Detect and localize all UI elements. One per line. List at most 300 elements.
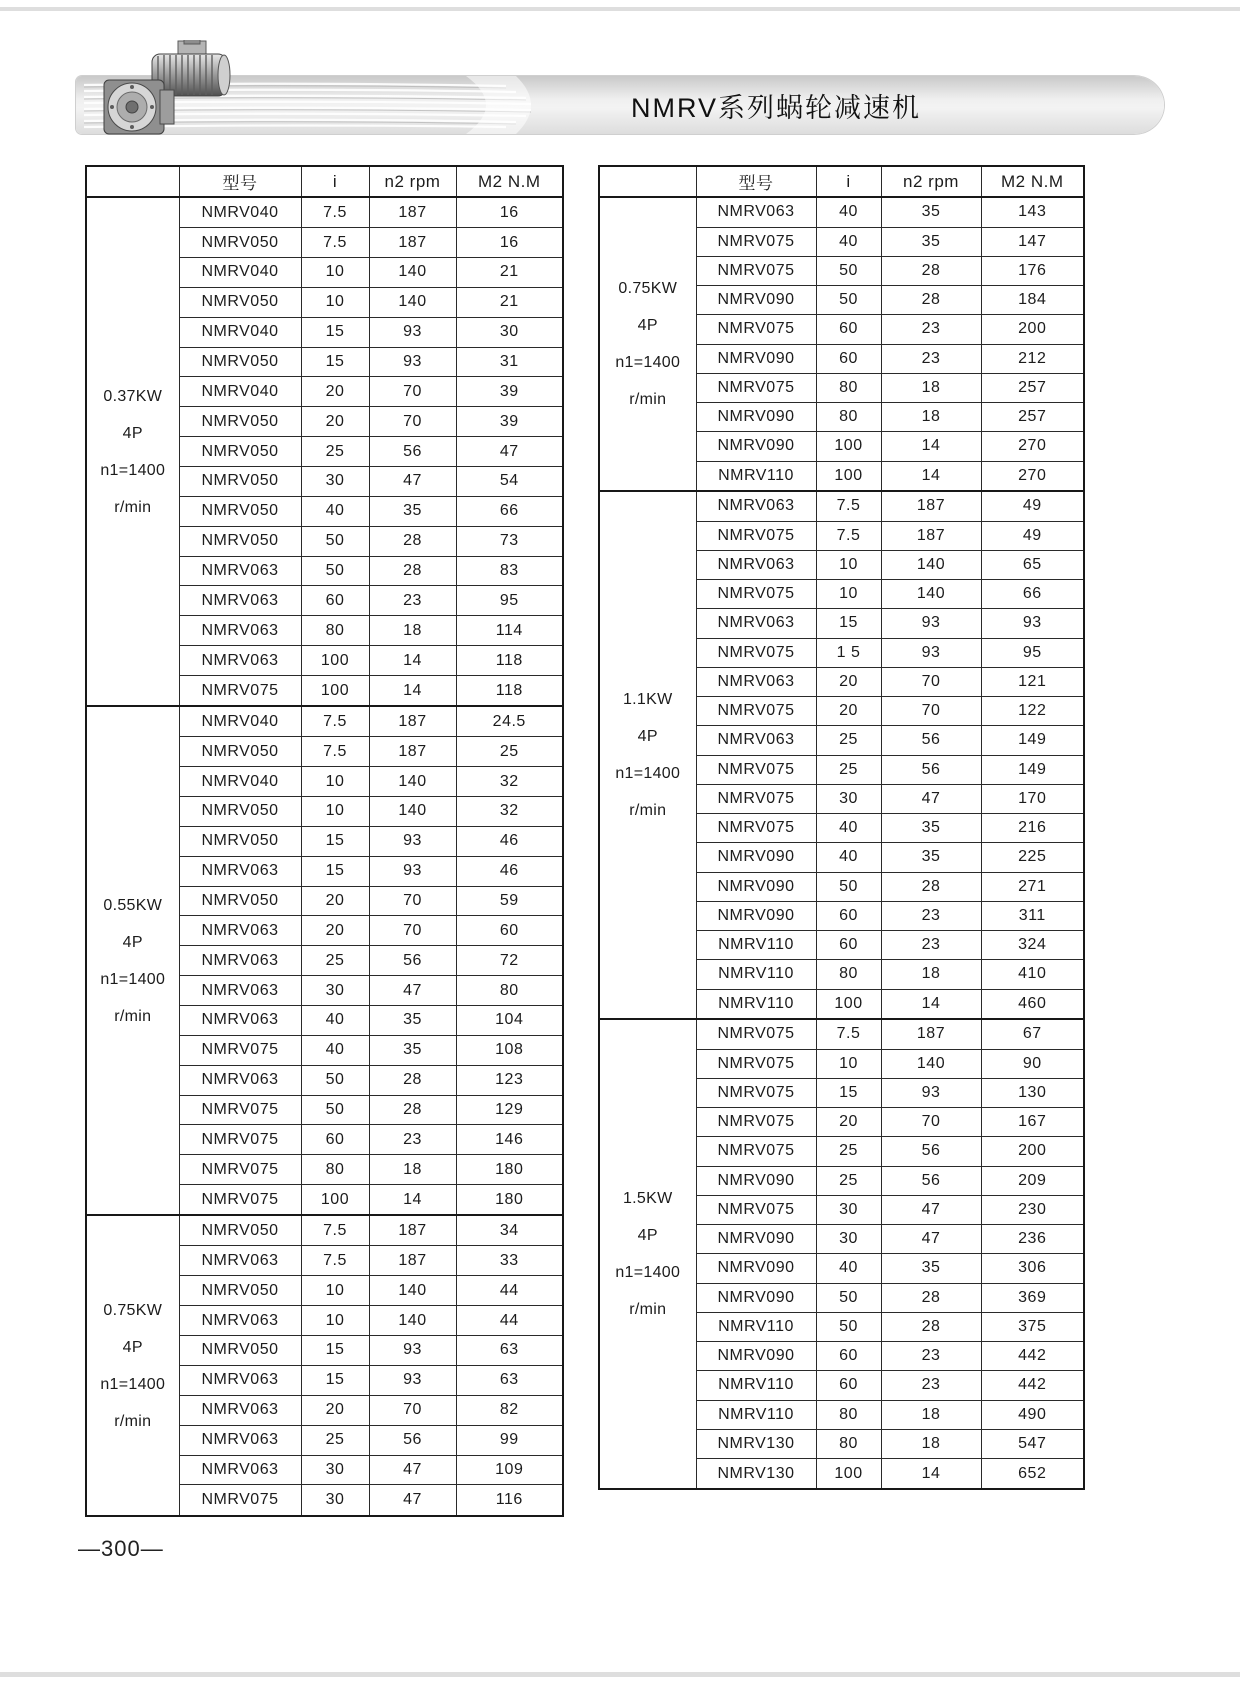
torque-cell: 652 bbox=[981, 1459, 1084, 1489]
model-cell: NMRV063 bbox=[179, 1365, 301, 1395]
ratio-cell: 15 bbox=[301, 826, 369, 856]
model-cell: NMRV063 bbox=[179, 1065, 301, 1095]
torque-cell: 80 bbox=[456, 976, 563, 1006]
model-cell: NMRV075 bbox=[696, 1019, 816, 1049]
speed-cell: 18 bbox=[881, 1429, 981, 1458]
speed-cell: 28 bbox=[369, 556, 456, 586]
torque-cell: 149 bbox=[981, 755, 1084, 784]
ratio-cell: 40 bbox=[816, 843, 881, 872]
speed-cell: 93 bbox=[369, 347, 456, 377]
speed-cell: 70 bbox=[881, 697, 981, 726]
model-cell: NMRV040 bbox=[179, 197, 301, 228]
ratio-cell: 10 bbox=[816, 550, 881, 579]
ratio-cell: 100 bbox=[816, 989, 881, 1019]
group-label-cell bbox=[599, 197, 696, 491]
model-cell: NMRV090 bbox=[696, 1283, 816, 1312]
speed-cell: 28 bbox=[369, 1065, 456, 1095]
model-cell: NMRV063 bbox=[179, 976, 301, 1006]
model-cell: NMRV075 bbox=[696, 814, 816, 843]
speed-cell: 23 bbox=[881, 315, 981, 344]
ratio-cell: 7.5 bbox=[301, 737, 369, 767]
torque-cell: 375 bbox=[981, 1312, 1084, 1341]
torque-cell: 31 bbox=[456, 347, 563, 377]
ratio-cell: 20 bbox=[301, 1395, 369, 1425]
torque-cell: 216 bbox=[981, 814, 1084, 843]
speed-cell: 18 bbox=[881, 960, 981, 989]
torque-cell: 257 bbox=[981, 403, 1084, 432]
model-cell: NMRV075 bbox=[696, 755, 816, 784]
ratio-cell: 50 bbox=[816, 286, 881, 315]
model-cell: NMRV090 bbox=[696, 403, 816, 432]
torque-cell: 49 bbox=[981, 521, 1084, 550]
model-cell: NMRV040 bbox=[179, 317, 301, 347]
speed-cell: 56 bbox=[881, 726, 981, 755]
torque-cell: 39 bbox=[456, 407, 563, 437]
ratio-cell: 7.5 bbox=[301, 1246, 369, 1276]
speed-cell: 14 bbox=[369, 676, 456, 707]
ratio-cell: 30 bbox=[301, 976, 369, 1006]
torque-cell: 47 bbox=[456, 437, 563, 467]
group-label-cell bbox=[86, 1215, 179, 1516]
ratio-cell: 50 bbox=[816, 1283, 881, 1312]
model-cell: NMRV050 bbox=[179, 287, 301, 317]
torque-cell: 73 bbox=[456, 526, 563, 556]
ratio-cell: 10 bbox=[301, 287, 369, 317]
ratio-cell: 60 bbox=[301, 586, 369, 616]
model-cell: NMRV063 bbox=[696, 609, 816, 638]
ratio-cell: 30 bbox=[816, 1195, 881, 1224]
torque-cell: 93 bbox=[981, 609, 1084, 638]
ratio-cell: 15 bbox=[301, 1336, 369, 1366]
speed-cell: 28 bbox=[881, 1283, 981, 1312]
model-cell: NMRV050 bbox=[179, 526, 301, 556]
torque-cell: 63 bbox=[456, 1336, 563, 1366]
model-cell: NMRV110 bbox=[696, 931, 816, 960]
model-cell: NMRV063 bbox=[179, 586, 301, 616]
group-label-line: 1.1KW bbox=[622, 691, 673, 709]
speed-cell: 93 bbox=[881, 609, 981, 638]
model-cell: NMRV063 bbox=[696, 667, 816, 696]
group-label-line: 4P bbox=[637, 317, 658, 335]
model-cell: NMRV050 bbox=[179, 347, 301, 377]
model-cell: NMRV063 bbox=[179, 946, 301, 976]
model-cell: NMRV075 bbox=[696, 227, 816, 256]
page-number: —300— bbox=[78, 1536, 164, 1561]
torque-cell: 270 bbox=[981, 461, 1084, 491]
ratio-cell: 15 bbox=[301, 856, 369, 886]
model-cell: NMRV063 bbox=[179, 856, 301, 886]
speed-cell: 35 bbox=[881, 227, 981, 256]
group-label-line: n1=1400 bbox=[615, 765, 681, 783]
group-label-line: 0.37KW bbox=[103, 387, 163, 405]
speed-cell: 140 bbox=[881, 1049, 981, 1078]
ratio-cell: 7.5 bbox=[816, 1019, 881, 1049]
ratio-cell: 80 bbox=[816, 373, 881, 402]
torque-cell: 324 bbox=[981, 931, 1084, 960]
ratio-cell: 80 bbox=[301, 1155, 369, 1185]
group-label-line: n1=1400 bbox=[615, 354, 681, 372]
spec-table-left bbox=[85, 165, 562, 1517]
ratio-cell: 40 bbox=[816, 814, 881, 843]
model-cell: NMRV075 bbox=[179, 676, 301, 707]
speed-cell: 93 bbox=[369, 1336, 456, 1366]
ratio-cell: 30 bbox=[816, 784, 881, 813]
column-header: 型号 bbox=[179, 166, 301, 197]
ratio-cell: 15 bbox=[816, 609, 881, 638]
torque-cell: 16 bbox=[456, 228, 563, 258]
torque-cell: 270 bbox=[981, 432, 1084, 461]
torque-cell: 130 bbox=[981, 1078, 1084, 1107]
model-cell: NMRV075 bbox=[179, 1035, 301, 1065]
speed-cell: 187 bbox=[369, 197, 456, 228]
speed-cell: 28 bbox=[881, 286, 981, 315]
column-header: 型号 bbox=[696, 166, 816, 197]
group-label-cell bbox=[599, 1019, 696, 1489]
group-label-cell bbox=[86, 706, 179, 1215]
ratio-cell: 50 bbox=[301, 1065, 369, 1095]
torque-cell: 490 bbox=[981, 1400, 1084, 1429]
torque-cell: 257 bbox=[981, 373, 1084, 402]
speed-cell: 56 bbox=[881, 1137, 981, 1166]
speed-cell: 23 bbox=[881, 1342, 981, 1371]
model-cell: NMRV110 bbox=[696, 989, 816, 1019]
model-cell: NMRV063 bbox=[179, 1006, 301, 1036]
ratio-cell: 40 bbox=[816, 227, 881, 256]
speed-cell: 140 bbox=[881, 580, 981, 609]
torque-cell: 49 bbox=[981, 491, 1084, 521]
torque-cell: 95 bbox=[456, 586, 563, 616]
ratio-cell: 15 bbox=[301, 347, 369, 377]
ratio-cell: 80 bbox=[816, 403, 881, 432]
torque-cell: 547 bbox=[981, 1429, 1084, 1458]
model-cell: NMRV040 bbox=[179, 377, 301, 407]
speed-cell: 187 bbox=[881, 1019, 981, 1049]
torque-cell: 184 bbox=[981, 286, 1084, 315]
torque-cell: 369 bbox=[981, 1283, 1084, 1312]
ratio-cell: 80 bbox=[816, 960, 881, 989]
speed-cell: 140 bbox=[369, 287, 456, 317]
table-row bbox=[86, 197, 563, 228]
torque-cell: 200 bbox=[981, 1137, 1084, 1166]
model-cell: NMRV050 bbox=[179, 886, 301, 916]
ratio-cell: 10 bbox=[301, 1306, 369, 1336]
speed-cell: 35 bbox=[881, 197, 981, 227]
torque-cell: 82 bbox=[456, 1395, 563, 1425]
model-cell: NMRV050 bbox=[179, 1215, 301, 1246]
group-label-line: 0.55KW bbox=[103, 896, 163, 914]
ratio-cell: 7.5 bbox=[301, 706, 369, 737]
ratio-cell: 80 bbox=[816, 1400, 881, 1429]
spec-table bbox=[85, 165, 564, 1517]
group-label-line: r/min bbox=[629, 1301, 667, 1319]
ratio-cell: 100 bbox=[816, 1459, 881, 1489]
torque-cell: 170 bbox=[981, 784, 1084, 813]
ratio-cell: 25 bbox=[816, 755, 881, 784]
group-label-cell bbox=[599, 491, 696, 1019]
ratio-cell: 50 bbox=[301, 1095, 369, 1125]
model-cell: NMRV110 bbox=[696, 960, 816, 989]
table-row bbox=[86, 706, 563, 737]
torque-cell: 67 bbox=[981, 1019, 1084, 1049]
torque-cell: 46 bbox=[456, 826, 563, 856]
model-cell: NMRV040 bbox=[179, 767, 301, 797]
speed-cell: 28 bbox=[881, 872, 981, 901]
torque-cell: 225 bbox=[981, 843, 1084, 872]
model-cell: NMRV075 bbox=[696, 1137, 816, 1166]
speed-cell: 28 bbox=[369, 1095, 456, 1125]
ratio-cell: 25 bbox=[816, 726, 881, 755]
ratio-cell: 10 bbox=[301, 767, 369, 797]
speed-cell: 56 bbox=[369, 1425, 456, 1455]
model-cell: NMRV090 bbox=[696, 432, 816, 461]
speed-cell: 35 bbox=[369, 496, 456, 526]
model-cell: NMRV050 bbox=[179, 737, 301, 767]
group-label-line: 1.5KW bbox=[622, 1190, 673, 1208]
speed-cell: 140 bbox=[369, 797, 456, 827]
ratio-cell: 40 bbox=[301, 496, 369, 526]
ratio-cell: 25 bbox=[816, 1137, 881, 1166]
speed-cell: 93 bbox=[881, 638, 981, 667]
model-cell: NMRV050 bbox=[179, 1276, 301, 1306]
model-cell: NMRV090 bbox=[696, 901, 816, 930]
torque-cell: 176 bbox=[981, 256, 1084, 285]
model-cell: NMRV075 bbox=[696, 315, 816, 344]
page-top-edge bbox=[0, 7, 1240, 11]
ratio-cell: 20 bbox=[816, 697, 881, 726]
ratio-cell: 100 bbox=[301, 676, 369, 707]
torque-cell: 16 bbox=[456, 197, 563, 228]
speed-cell: 35 bbox=[881, 814, 981, 843]
torque-cell: 271 bbox=[981, 872, 1084, 901]
ratio-cell: 60 bbox=[301, 1125, 369, 1155]
speed-cell: 56 bbox=[369, 946, 456, 976]
torque-cell: 209 bbox=[981, 1166, 1084, 1195]
corner-cell bbox=[599, 166, 696, 197]
torque-cell: 129 bbox=[456, 1095, 563, 1125]
model-cell: NMRV110 bbox=[696, 461, 816, 491]
model-cell: NMRV130 bbox=[696, 1429, 816, 1458]
speed-cell: 23 bbox=[881, 931, 981, 960]
group-label-line: 4P bbox=[122, 424, 143, 442]
model-cell: NMRV063 bbox=[179, 1395, 301, 1425]
speed-cell: 47 bbox=[881, 1195, 981, 1224]
model-cell: NMRV075 bbox=[179, 1095, 301, 1125]
torque-cell: 410 bbox=[981, 960, 1084, 989]
speed-cell: 14 bbox=[369, 646, 456, 676]
torque-cell: 39 bbox=[456, 377, 563, 407]
column-header: n2 rpm bbox=[881, 166, 981, 197]
ratio-cell: 60 bbox=[816, 931, 881, 960]
torque-cell: 54 bbox=[456, 467, 563, 497]
model-cell: NMRV075 bbox=[696, 580, 816, 609]
torque-cell: 30 bbox=[456, 317, 563, 347]
group-label-line: r/min bbox=[629, 391, 667, 409]
model-cell: NMRV075 bbox=[696, 1195, 816, 1224]
ratio-cell: 30 bbox=[301, 1485, 369, 1516]
torque-cell: 442 bbox=[981, 1342, 1084, 1371]
model-cell: NMRV075 bbox=[696, 697, 816, 726]
ratio-cell: 100 bbox=[816, 432, 881, 461]
speed-cell: 23 bbox=[369, 586, 456, 616]
table-row bbox=[599, 491, 1084, 521]
model-cell: NMRV063 bbox=[179, 1425, 301, 1455]
group-label-line: n1=1400 bbox=[100, 461, 166, 479]
torque-cell: 34 bbox=[456, 1215, 563, 1246]
model-cell: NMRV063 bbox=[179, 1455, 301, 1485]
corner-cell bbox=[86, 166, 179, 197]
speed-cell: 187 bbox=[369, 1215, 456, 1246]
speed-cell: 18 bbox=[881, 1400, 981, 1429]
speed-cell: 140 bbox=[369, 1276, 456, 1306]
speed-cell: 35 bbox=[369, 1035, 456, 1065]
model-cell: NMRV090 bbox=[696, 1254, 816, 1283]
ratio-cell: 7.5 bbox=[301, 228, 369, 258]
model-cell: NMRV063 bbox=[179, 916, 301, 946]
model-cell: NMRV110 bbox=[696, 1371, 816, 1400]
ratio-cell: 25 bbox=[301, 437, 369, 467]
ratio-cell: 30 bbox=[301, 1455, 369, 1485]
model-cell: NMRV075 bbox=[696, 1049, 816, 1078]
torque-cell: 83 bbox=[456, 556, 563, 586]
torque-cell: 143 bbox=[981, 197, 1084, 227]
group-label-line: r/min bbox=[629, 802, 667, 820]
speed-cell: 140 bbox=[369, 258, 456, 288]
ratio-cell: 25 bbox=[816, 1166, 881, 1195]
torque-cell: 114 bbox=[456, 616, 563, 646]
speed-cell: 14 bbox=[881, 989, 981, 1019]
torque-cell: 21 bbox=[456, 287, 563, 317]
model-cell: NMRV090 bbox=[696, 1225, 816, 1254]
model-cell: NMRV063 bbox=[179, 1246, 301, 1276]
speed-cell: 70 bbox=[369, 377, 456, 407]
spec-table-right bbox=[598, 165, 1083, 1490]
torque-cell: 311 bbox=[981, 901, 1084, 930]
ratio-cell: 60 bbox=[816, 344, 881, 373]
torque-cell: 121 bbox=[981, 667, 1084, 696]
speed-cell: 18 bbox=[369, 1155, 456, 1185]
ratio-cell: 30 bbox=[301, 467, 369, 497]
group-label-line: 4P bbox=[637, 1227, 658, 1245]
model-cell: NMRV090 bbox=[696, 286, 816, 315]
torque-cell: 149 bbox=[981, 726, 1084, 755]
speed-cell: 23 bbox=[881, 901, 981, 930]
ratio-cell: 20 bbox=[301, 886, 369, 916]
speed-cell: 140 bbox=[369, 767, 456, 797]
speed-cell: 47 bbox=[369, 1455, 456, 1485]
spec-table bbox=[598, 165, 1085, 1490]
torque-cell: 32 bbox=[456, 767, 563, 797]
page-title: NMRV系列蜗轮减速机 bbox=[630, 92, 921, 123]
speed-cell: 35 bbox=[881, 843, 981, 872]
model-cell: NMRV130 bbox=[696, 1459, 816, 1489]
torque-cell: 167 bbox=[981, 1108, 1084, 1137]
page-bottom-edge bbox=[0, 1672, 1240, 1677]
speed-cell: 93 bbox=[369, 826, 456, 856]
torque-cell: 442 bbox=[981, 1371, 1084, 1400]
speed-cell: 93 bbox=[369, 1365, 456, 1395]
speed-cell: 140 bbox=[881, 550, 981, 579]
torque-cell: 212 bbox=[981, 344, 1084, 373]
speed-cell: 23 bbox=[881, 1371, 981, 1400]
header-row bbox=[599, 166, 1084, 197]
model-cell: NMRV075 bbox=[696, 784, 816, 813]
column-header: n2 rpm bbox=[369, 166, 456, 197]
model-cell: NMRV050 bbox=[179, 228, 301, 258]
ratio-cell: 20 bbox=[301, 916, 369, 946]
model-cell: NMRV090 bbox=[696, 1166, 816, 1195]
model-cell: NMRV090 bbox=[696, 1342, 816, 1371]
speed-cell: 70 bbox=[881, 1108, 981, 1137]
speed-cell: 70 bbox=[369, 886, 456, 916]
torque-cell: 180 bbox=[456, 1155, 563, 1185]
speed-cell: 187 bbox=[369, 1246, 456, 1276]
model-cell: NMRV075 bbox=[696, 1078, 816, 1107]
torque-cell: 109 bbox=[456, 1455, 563, 1485]
ratio-cell: 10 bbox=[301, 258, 369, 288]
group-label-line: 4P bbox=[122, 1338, 143, 1356]
torque-cell: 32 bbox=[456, 797, 563, 827]
torque-cell: 72 bbox=[456, 946, 563, 976]
torque-cell: 147 bbox=[981, 227, 1084, 256]
speed-cell: 56 bbox=[881, 755, 981, 784]
speed-cell: 47 bbox=[881, 1225, 981, 1254]
torque-cell: 180 bbox=[456, 1185, 563, 1216]
ratio-cell: 50 bbox=[301, 556, 369, 586]
speed-cell: 93 bbox=[881, 1078, 981, 1107]
model-cell: NMRV050 bbox=[179, 437, 301, 467]
speed-cell: 187 bbox=[881, 521, 981, 550]
model-cell: NMRV050 bbox=[179, 826, 301, 856]
column-header: i bbox=[816, 166, 881, 197]
table-row bbox=[599, 1019, 1084, 1049]
model-cell: NMRV090 bbox=[696, 344, 816, 373]
ratio-cell: 50 bbox=[816, 872, 881, 901]
torque-cell: 122 bbox=[981, 697, 1084, 726]
model-cell: NMRV063 bbox=[696, 550, 816, 579]
speed-cell: 28 bbox=[881, 1312, 981, 1341]
torque-cell: 99 bbox=[456, 1425, 563, 1455]
ratio-cell: 30 bbox=[816, 1225, 881, 1254]
speed-cell: 93 bbox=[369, 856, 456, 886]
ratio-cell: 100 bbox=[301, 1185, 369, 1216]
torque-cell: 44 bbox=[456, 1276, 563, 1306]
ratio-cell: 40 bbox=[301, 1006, 369, 1036]
speed-cell: 187 bbox=[881, 491, 981, 521]
speed-cell: 14 bbox=[369, 1185, 456, 1216]
torque-cell: 59 bbox=[456, 886, 563, 916]
torque-cell: 65 bbox=[981, 550, 1084, 579]
model-cell: NMRV050 bbox=[179, 467, 301, 497]
model-cell: NMRV110 bbox=[696, 1312, 816, 1341]
ratio-cell: 100 bbox=[816, 461, 881, 491]
speed-cell: 18 bbox=[881, 403, 981, 432]
torque-cell: 95 bbox=[981, 638, 1084, 667]
model-cell: NMRV063 bbox=[179, 556, 301, 586]
ratio-cell: 10 bbox=[816, 580, 881, 609]
speed-cell: 56 bbox=[369, 437, 456, 467]
torque-cell: 44 bbox=[456, 1306, 563, 1336]
model-cell: NMRV075 bbox=[179, 1155, 301, 1185]
model-cell: NMRV063 bbox=[696, 197, 816, 227]
speed-cell: 14 bbox=[881, 1459, 981, 1489]
ratio-cell: 7.5 bbox=[301, 1215, 369, 1246]
model-cell: NMRV063 bbox=[179, 646, 301, 676]
speed-cell: 35 bbox=[369, 1006, 456, 1036]
worm-gear-motor-photo bbox=[100, 40, 245, 140]
ratio-cell: 10 bbox=[301, 1276, 369, 1306]
ratio-cell: 80 bbox=[816, 1429, 881, 1458]
torque-cell: 118 bbox=[456, 646, 563, 676]
